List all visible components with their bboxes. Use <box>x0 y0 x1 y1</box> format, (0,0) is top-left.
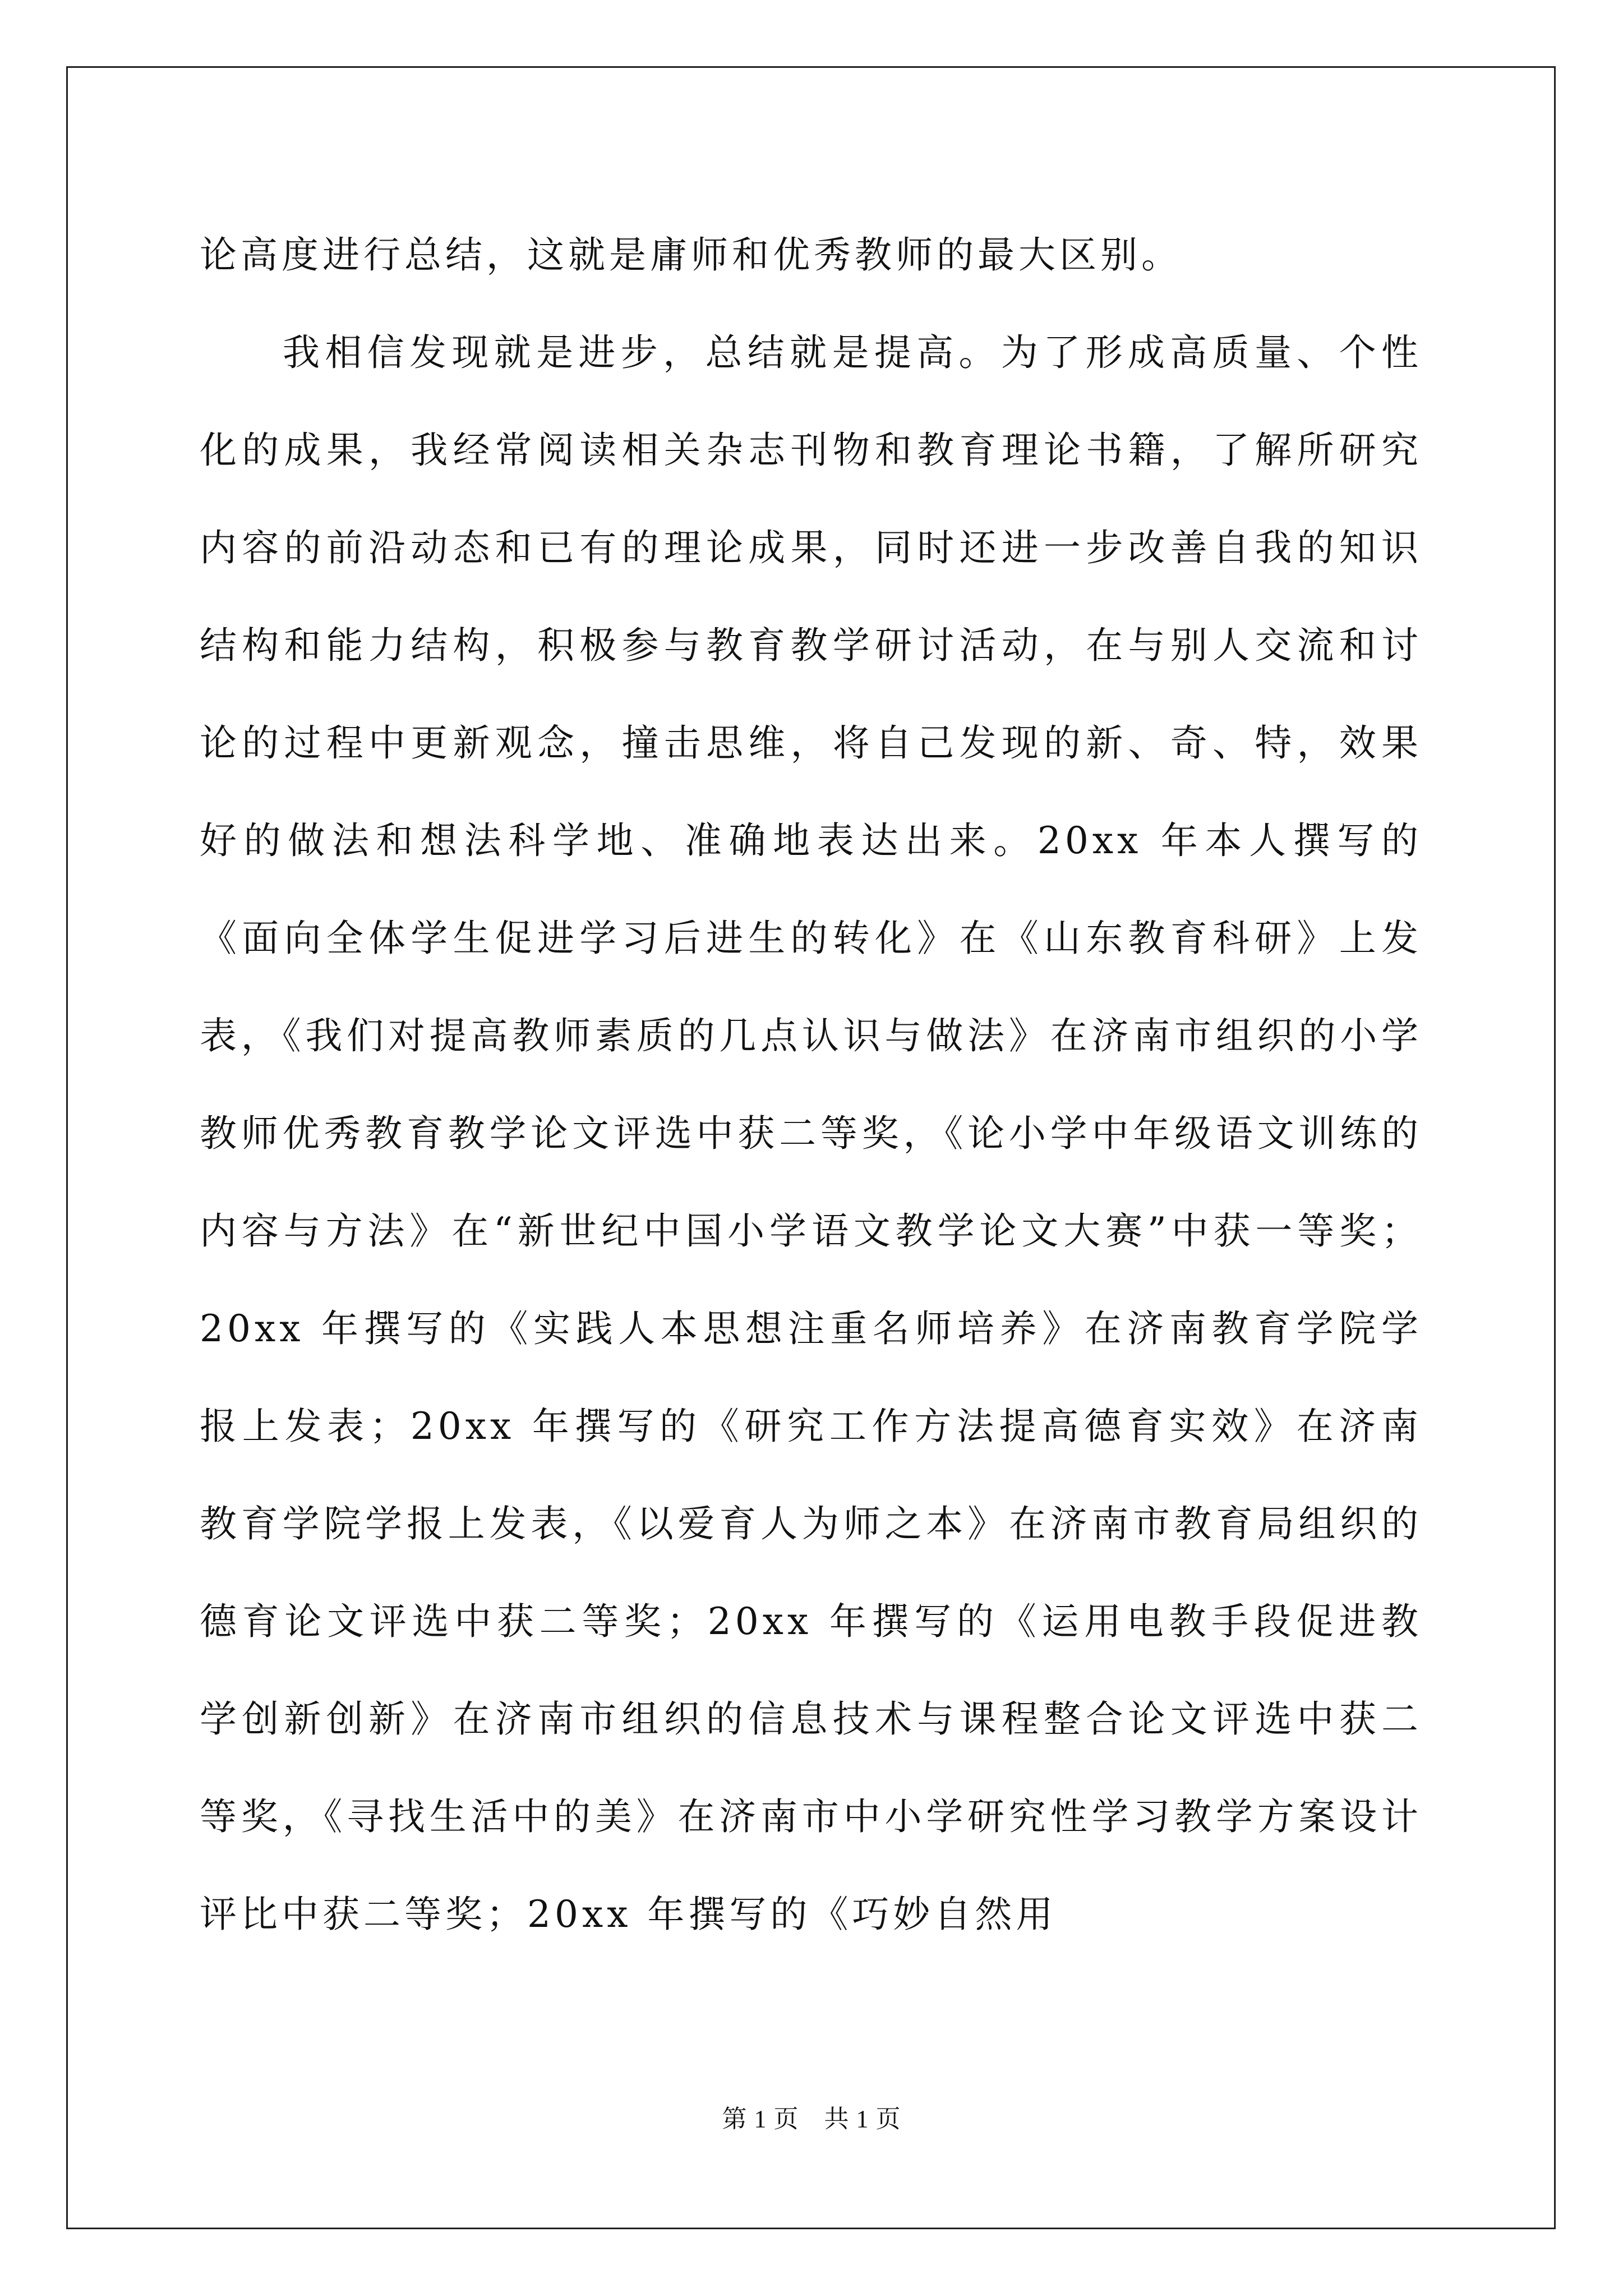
paragraph-2: 我相信发现就是进步，总结就是提高。为了形成高质量、个性化的成果，我经常阅读相关杂志刊物和教育理论书籍，了解所研究内容的前沿动态和已有的理论成果，同时还进一步改善自我的知识结构和能力结构，积极参与教育教学研讨活动，在与别人交流和讨论的过程中更新观念，撞击思维，将自己发现的新、奇、特，效果好的做法和想法科学地、准确地表达出来。20xx 年本人撰写的《面向全体学生促进学习后进生的转化》在《山东教育科研》上发表，《我们对提高教师素质的几点认识与做法》在济南市组织的小学教师优秀教育教学论文评选中获二等奖，《论小学中年级语文训练的内容与方法》在“新世纪中国小学语文教学论文大赛”中获一等奖；20xx 年撰写的《实践人本思想注重名师培养》在济南教育学院学报上发表；20xx 年撰写的《研究工作方法提高德育实效》在济南教育学院学报上发表，《以爱育人为师之本》在济南市教育局组织的德育论文评选中获二等奖；20xx 年撰写的《运用电教手段促进教学创新创新》在济南市组织的信息技术与课程整合论文评选中获二等奖，《寻找生活中的美》在济南市中小学研究性学习教学方案设计评比中获二等奖；20xx 年撰写的《巧妙自然用 <box>200 331 1422 1936</box>
document-body <box>200 206 1422 1963</box>
page-number-footer: 第 1 页 共 1 页 <box>722 2105 901 2133</box>
paragraph-1: 论高度进行总结，这就是庸师和优秀教师的最大区别。 <box>200 233 1182 277</box>
